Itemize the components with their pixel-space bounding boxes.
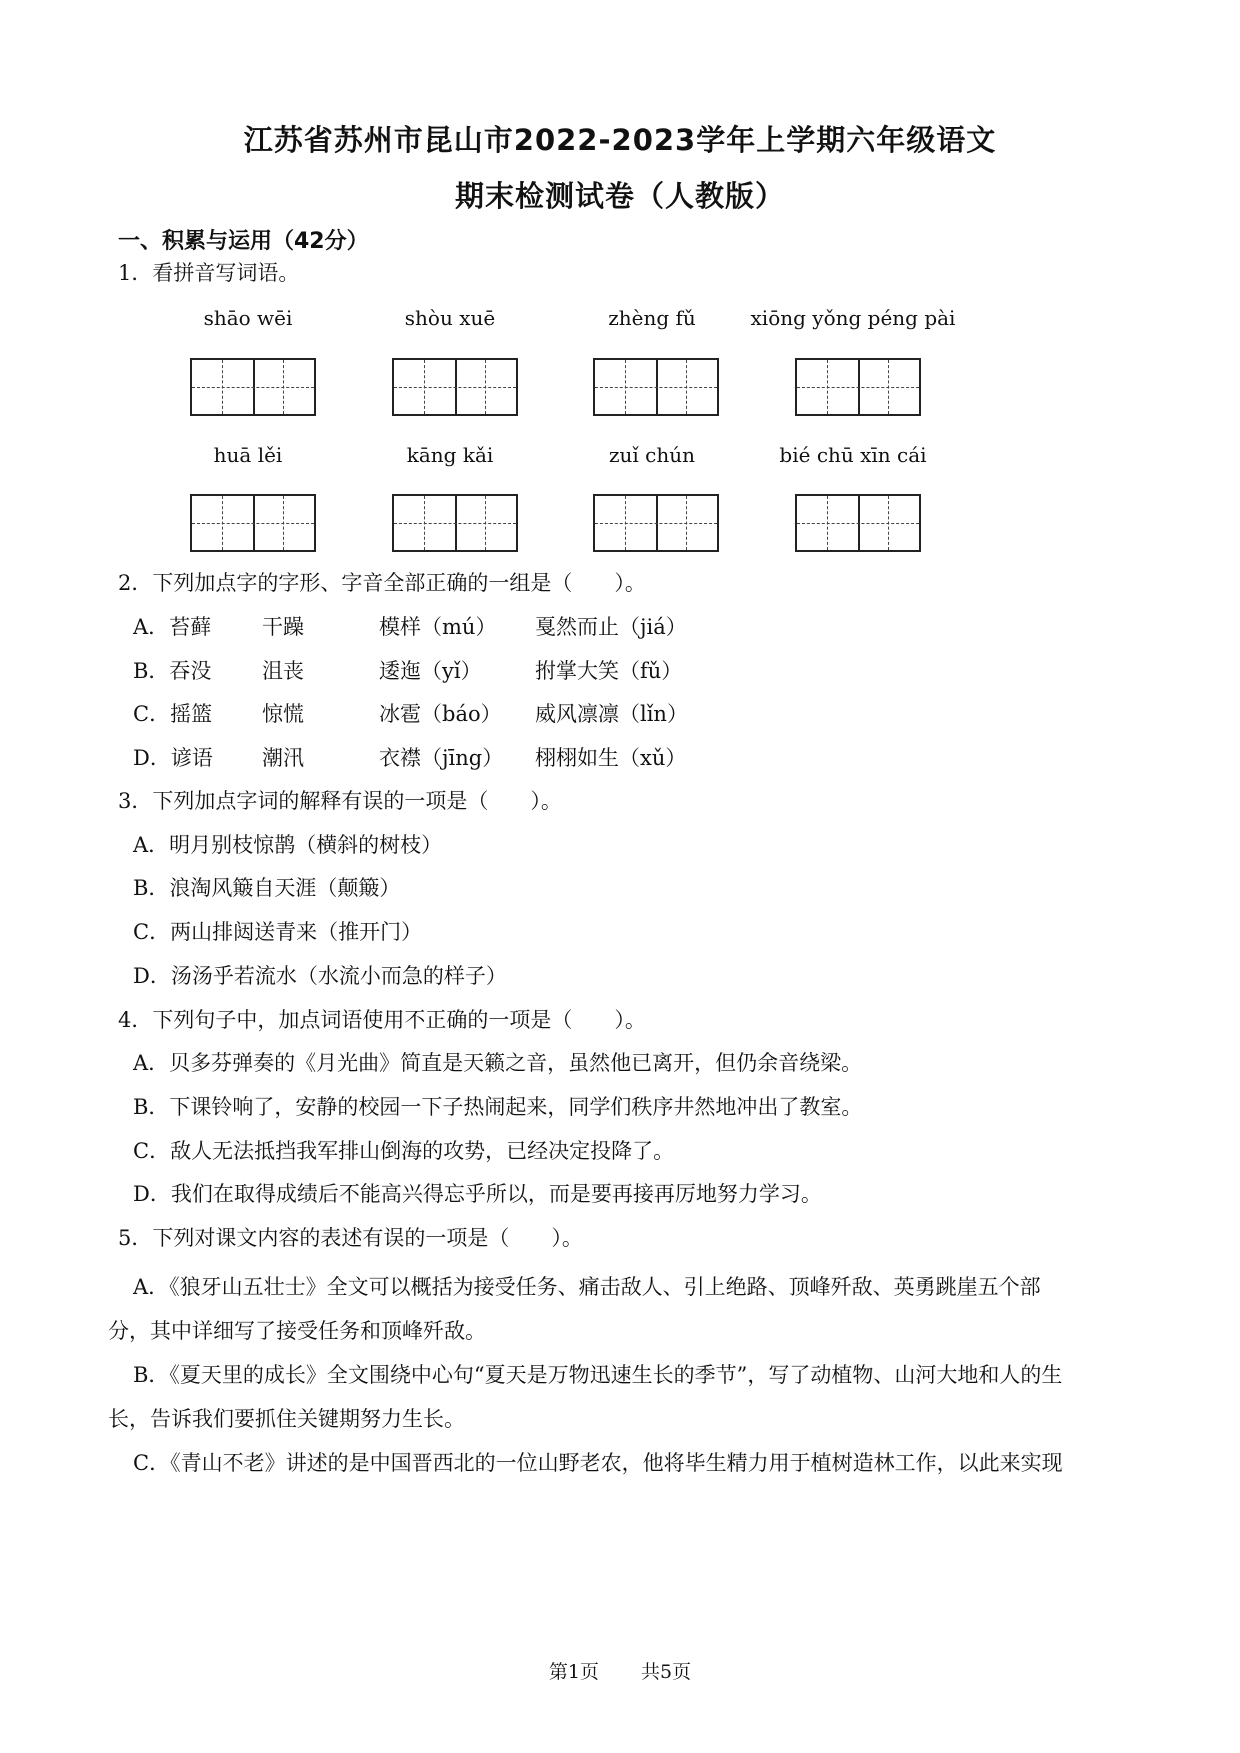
pinyin-3: zhèng fǔ [608,306,696,330]
q2-option-d [133,743,1053,773]
q2-a-word-2: 干躁 [262,615,304,639]
q2-c-word-3: 冰雹（báo） [379,702,502,726]
q5-option-b-line-2: 长，告诉我们要抓住关键期努力生长。 [108,1407,465,1431]
page-footer [0,1657,1240,1684]
writing-grid[interactable] [593,494,719,552]
q2-d-word-1: D．谚语 [133,746,213,770]
q2-d-word-3: 衣襟（jīng） [379,746,504,770]
q3-option-c: C．两山排闼送青来（推开门） [133,920,423,944]
question-3-stem: 3．下列加点字词的解释有误的一项是（ ）。 [118,789,562,813]
q4-option-b: B．下课铃响了，安静的校园一下子热闹起来，同学们秩序井然地冲出了教室。 [133,1095,863,1119]
writing-grid[interactable] [392,494,518,552]
question-5-stem: 5．下列对课文内容的表述有误的一项是（ ）。 [118,1226,583,1250]
q2-c-word-2: 惊慌 [262,702,304,726]
q2-a-word-4: 戛然而止（jiá） [535,615,687,639]
pinyin-row-1 [0,306,1240,336]
q2-a-word-1: A．苔藓 [133,615,212,639]
question-2-stem: 2．下列加点字的字形、字音全部正确的一组是（ ）。 [118,571,646,595]
page-total: 共5页 [641,1661,692,1683]
q2-b-word-1: B．吞没 [133,659,212,683]
pinyin-4: xiōng yǒng péng pài [750,306,956,330]
pinyin-5: huā lěi [213,443,283,467]
q2-d-word-2: 潮汛 [262,746,304,770]
pinyin-7: zuǐ chún [608,443,695,467]
q4-option-a: A．贝多芬弹奏的《月光曲》简直是天籁之音，虽然他已离开，但仍余音绕梁。 [133,1051,863,1075]
pinyin-2: shòu xuē [404,306,496,330]
writing-grid[interactable] [392,358,518,416]
q2-d-word-4: 栩栩如生（xǔ） [535,746,687,770]
pinyin-8: bié chū xīn cái [779,443,927,467]
q3-option-a: A．明月别枝惊鹊（横斜的树枝） [133,833,443,857]
q5-option-c-line-1: C．《青山不老》讲述的是中国晋西北的一位山野老农，他将毕生精力用于植树造林工作，以此来实现 [133,1451,1063,1475]
q3-option-d: D．汤汤乎若流水（水流小而急的样子） [133,964,507,988]
pinyin-6: kāng kǎi [406,443,494,467]
pinyin-row-2 [0,443,1240,473]
q4-option-c: C．敌人无法抵挡我军排山倒海的攻势，已经决定投降了。 [133,1139,675,1163]
q2-c-word-1: C．摇篮 [133,702,213,726]
q2-b-word-2: 沮丧 [262,659,304,683]
q5-option-b-line-1: B．《夏天里的成长》全文围绕中心句“夏天是万物迅速生长的季节”，写了动植物、山河大地和人的生 [133,1363,1063,1387]
q2-a-word-3: 模样（mú） [379,615,497,639]
pinyin-1: shāo wēi [203,306,293,330]
question-1-stem: 1．看拼音写词语。 [118,261,300,285]
q5-option-a-line-2: 分，其中详细写了接受任务和顶峰歼敌。 [108,1319,486,1343]
q3-option-b: B．浪淘风簸自天涯（颠簸） [133,876,401,900]
q4-option-d: D．我们在取得成绩后不能高兴得忘乎所以，而是要再接再厉地努力学习。 [133,1182,822,1206]
writing-grid[interactable] [795,494,921,552]
section-heading: 一、积累与运用（42分） [118,229,369,254]
writing-grid[interactable] [190,494,316,552]
q2-option-c [133,699,1053,729]
title-line-2: 期末检测试卷（人教版） [454,179,785,213]
q2-option-a [133,612,1053,642]
q2-b-word-3: 逶迤（yǐ） [379,659,482,683]
q5-option-a-line-1: A．《狼牙山五壮士》全文可以概括为接受任务、痛击敌人、引上绝路、顶峰歼敌、英勇跳崖五个部 [133,1275,1041,1299]
writing-grid[interactable] [190,358,316,416]
title-line-1: 江苏省苏州市昆山市2022-2023学年上学期六年级语文 [243,123,997,157]
q2-b-word-4: 拊掌大笑（fǔ） [535,659,683,683]
q2-c-word-4: 威风凛凛（lǐn） [535,702,688,726]
page-number: 第1页 [548,1661,599,1683]
question-4-stem: 4．下列句子中，加点词语使用不正确的一项是（ ）。 [118,1008,646,1032]
q2-option-b [133,656,1053,686]
writing-grid[interactable] [593,358,719,416]
writing-grid[interactable] [795,358,921,416]
